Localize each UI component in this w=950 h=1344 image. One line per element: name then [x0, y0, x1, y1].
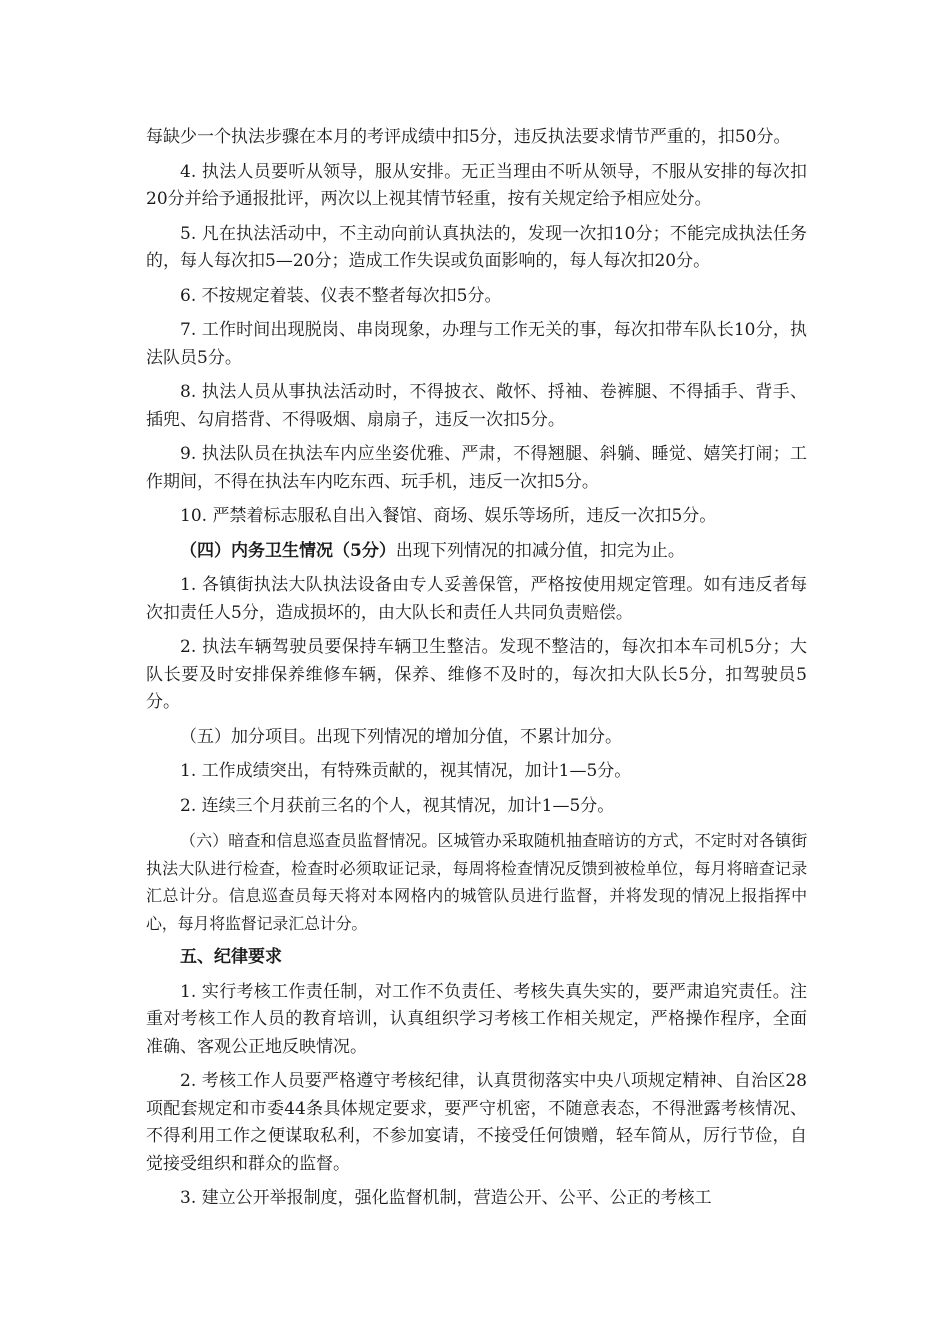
paragraph-item-8: 8. 执法人员从事执法活动时，不得披衣、敞怀、捋袖、卷裤腿、不得插手、背手、插兜、勾肩搭背、不得吸烟、扇扇子，违反一次扣5分。 [146, 382, 807, 430]
section-6-paragraph: （六）暗查和信息巡查员监督情况。区城管办采取随机抽查暗访的方式，不定时对各镇街执法大队进行检查，检查时必须取证记录，每周将检查情况反馈到被检单位，每月将暗查记录汇总计分。信息巡查员每天将对本网格内的城管队员进行监督，并将发现的情况上报指挥中心，每月将监督记录汇总计分。 [146, 831, 807, 933]
paragraph-bonus-2: 2. 连续三个月获前三名的个人，视其情况，加计1—5分。 [180, 795, 615, 816]
paragraph-item-4: 4. 执法人员要听从领导，服从安排。无正当理由不听从领导，不服从安排的每次扣20分并给予通报批评，两次以上视其情节轻重，按有关规定给予相应处分。 [146, 161, 807, 209]
paragraph-hygiene-1: 1. 各镇街执法大队执法设备由专人妥善保管，严格按使用规定管理。如有违反者每次扣责任人5分，造成损坏的，由大队长和责任人共同负责赔偿。 [146, 575, 807, 623]
paragraph-item-10: 10. 严禁着标志服私自出入餐馆、商场、娱乐等场所，违反一次扣5分。 [180, 506, 717, 526]
section-4-paragraph [146, 538, 807, 566]
paragraph-continuation: 每缺少一个执法步骤在本月的考评成绩中扣5分，违反执法要求情节严重的，扣50分。 [146, 127, 791, 147]
paragraph-discipline-2: 2. 考核工作人员要严格遵守考核纪律，认真贯彻落实中央八项规定精神、自治区28项配套规定和市委44条具体规定要求，要严守机密，不随意表态，不得泄露考核情况、不得利用工作之便谋取私利，不参加宴请，不接受任何馈赠，轻车简从，厉行节俭，自觉接受组织和群众的监督。 [146, 1071, 807, 1174]
paragraph-item-9: 9. 执法队员在执法车内应坐姿优雅、严肃，不得翘腿、斜躺、睡觉、嬉笑打闹；工作期间，不得在执法车内吃东西、玩手机，违反一次扣5分。 [146, 444, 807, 492]
paragraph-bonus-1: 1. 工作成绩突出，有特殊贡献的，视其情况，加计1—5分。 [180, 761, 632, 781]
paragraph-discipline-1: 1. 实行考核工作责任制，对工作不负责任、考核失真失实的，要严肃追究责任。注重对考核工作人员的教育培训，认真组织学习考核工作相关规定，严格操作程序，全面准确、客观公正地反映情况。 [146, 981, 807, 1057]
paragraph-discipline-3: 3. 建立公开举报制度，强化监督机制，营造公开、公平、公正的考核工 [180, 1188, 712, 1208]
heading-discipline: 五、纪律要求 [180, 947, 282, 967]
section-4-text: 出现下列情况的扣减分值，扣完为止。 [395, 540, 685, 561]
paragraph-hygiene-2: 2. 执法车辆驾驶员要保持车辆卫生整洁。发现不整洁的，每次扣本车司机5分；大队长要及时安排保养维修车辆，保养、维修不及时的，每次扣大队长5分，扣驾驶员5分。 [146, 637, 807, 712]
paragraph-item-5: 5. 凡在执法活动中，不主动向前认真执法的，发现一次扣10分；不能完成执法任务的，每人每次扣5—20分；造成工作失误或负面影响的，每人每次扣20分。 [146, 223, 807, 271]
section-4-title: （四）内务卫生情况（5分） [180, 540, 396, 561]
paragraph-item-7: 7. 工作时间出现脱岗、串岗现象，办理与工作无关的事，每次扣带车队长10分，执法队员5分。 [146, 320, 807, 368]
section-5-paragraph: （五）加分项目。出现下列情况的增加分值，不累计加分。 [180, 726, 622, 747]
paragraph-item-6: 6. 不按规定着装、仪表不整者每次扣5分。 [180, 285, 502, 306]
